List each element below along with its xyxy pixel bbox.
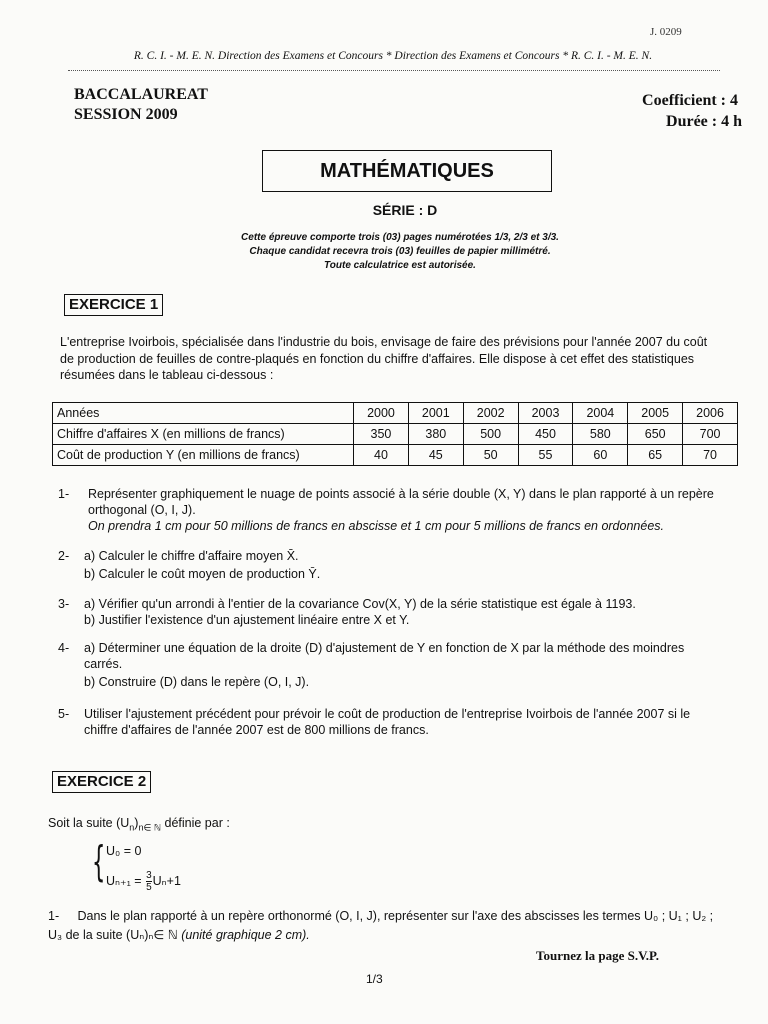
question-2: [58, 548, 723, 581]
question-part-b: b) Construire (D) dans le repère (O, I, J).: [84, 675, 310, 689]
sequence-intro-text: Soit la suite (U: [48, 816, 130, 830]
table-cell: 2006: [683, 403, 738, 424]
question-number: 5-: [58, 707, 70, 721]
fraction: [146, 870, 152, 893]
table-cell: 60: [573, 445, 628, 466]
exam-duration: Durée : 4 h: [666, 113, 742, 130]
system-brace: {: [92, 837, 106, 886]
table-cell: 2000: [354, 403, 409, 424]
sequence-domain: n∈ ℕ: [138, 822, 162, 833]
question-number: 4-: [58, 641, 70, 655]
exercise-2-question-1: [48, 907, 728, 945]
table-row: [53, 403, 738, 424]
organisation-line: R. C. I. - M. E. N. Direction des Examens et Concours * Direction des Examens et Concours * R. C. I. - M. E. N.: [133, 50, 653, 62]
header-divider: [68, 70, 720, 71]
sequence-initial-term: U₀ = 0: [106, 844, 142, 858]
table-cell: 350: [354, 424, 409, 445]
info-line-calculator: Toute calculatrice est autorisée.: [324, 260, 476, 271]
subject-title: MATHÉMATIQUES: [262, 150, 552, 192]
question-1: [58, 486, 723, 533]
exam-coefficient: Coefficient : 4: [642, 92, 738, 109]
table-cell: 2001: [408, 403, 463, 424]
table-cell: 40: [354, 445, 409, 466]
question-number: 1-: [48, 909, 60, 923]
table-cell: 65: [628, 445, 683, 466]
question-number: 1-: [58, 487, 70, 501]
exam-title: BACCALAUREAT: [74, 86, 208, 103]
table-cell: 700: [683, 424, 738, 445]
question-unit-note: (unité graphique 2 cm).: [181, 928, 310, 942]
table-cell: Coût de production Y (en millions de francs): [53, 445, 354, 466]
question-5: [58, 706, 723, 737]
table-cell: 2005: [628, 403, 683, 424]
sequence-intro-paren: ): [134, 816, 139, 830]
info-line-pages: Cette épreuve comporte trois (03) pages numérotées 1/3, 2/3 et 3/3.: [241, 232, 559, 243]
table-cell: 50: [463, 445, 518, 466]
page-number: 1/3: [366, 972, 383, 986]
sequence-index: n: [129, 822, 135, 833]
exercise-1-intro: L'entreprise Ivoirbois, spécialisée dans l'industrie du bois, envisage de faire des prévisions pour l'année 2007 du coût de production de feuilles de contre-plaqués en fonction du chiffre d'affaires. Elle dispose à cet effet des statistiques résumées dans le tableau ci-dessous :: [60, 335, 708, 382]
table-cell: Années: [53, 403, 354, 424]
table-cell: 380: [408, 424, 463, 445]
info-line-paper: Chaque candidat recevra trois (03) feuilles de papier millimétré.: [249, 246, 551, 257]
table-cell: 2002: [463, 403, 518, 424]
sequence-intro-end: définie par :: [161, 816, 230, 830]
exercise-2-label: EXERCICE 2: [52, 771, 151, 793]
table-cell: 2004: [573, 403, 628, 424]
question-scale-note: On prendra 1 cm pour 50 millions de francs en abscisse et 1 cm pour 5 millions de francs en ordonnées.: [88, 519, 664, 533]
question-part-b: b) Justifier l'existence d'un ajustement linéaire entre X et Y.: [84, 613, 410, 627]
document-reference: J. 0209: [650, 26, 682, 38]
table-cell: 70: [683, 445, 738, 466]
question-text: Utiliser l'ajustement précédent pour prévoir le coût de production de l'entreprise Ivoirbois de l'année 2007 si le chiffre d'affaires de l'année 2007 est de 800 millions de francs.: [84, 707, 691, 737]
table-cell: Chiffre d'affaires X (en millions de francs): [53, 424, 354, 445]
question-part-a: a) Déterminer une équation de la droite (D) d'ajustement de Y en fonction de X par la méthode des moindres carrés.: [84, 641, 685, 671]
table-row: [53, 445, 738, 466]
question-part-b: b) Calculer le coût moyen de production Ȳ.: [84, 567, 321, 581]
question-number: 3-: [58, 597, 70, 611]
question-body: [88, 486, 718, 534]
table-cell: 500: [463, 424, 518, 445]
question-3: [58, 596, 723, 627]
table-cell: 45: [408, 445, 463, 466]
table-cell: 580: [573, 424, 628, 445]
table-cell: 650: [628, 424, 683, 445]
question-number: 2-: [58, 549, 70, 563]
sequence-recurrence: [106, 870, 181, 893]
table-row: [53, 424, 738, 445]
question-text: Représenter graphiquement le nuage de points associé à la série double (X, Y) dans le plan rapporté à un repère orthogonal (O, I, J).: [88, 487, 714, 517]
exercise-1-label: EXERCICE 1: [64, 294, 163, 316]
turn-page-note: Tournez la page S.V.P.: [536, 948, 660, 963]
table-cell: 2003: [518, 403, 573, 424]
exam-session: SESSION 2009: [74, 106, 178, 123]
table-cell: 55: [518, 445, 573, 466]
question-4: [58, 640, 723, 689]
table-cell: 450: [518, 424, 573, 445]
serie-label: SÉRIE : D: [372, 202, 438, 218]
recurrence-left: Uₙ₊₁ =: [106, 873, 142, 888]
recurrence-right: Uₙ+1: [152, 873, 181, 888]
sequence-intro: [48, 816, 230, 834]
statistics-table: [52, 402, 738, 466]
fraction-numerator: 3: [146, 870, 152, 881]
fraction-denominator: 5: [146, 882, 152, 893]
question-part-a: a) Calculer le chiffre d'affaire moyen X̄.: [84, 549, 299, 563]
question-text: Dans le plan rapporté à un repère orthonormé (O, I, J), représenter sur l'axe des abscisses les termes U₀ ; U₁ ; U₂ ; U₃ de la suite (Uₙ)ₙ∈ ℕ: [48, 909, 714, 942]
question-part-a: a) Vérifier qu'un arrondi à l'entier de la covariance Cov(X, Y) de la série statistique est égale à 1193.: [84, 597, 636, 611]
